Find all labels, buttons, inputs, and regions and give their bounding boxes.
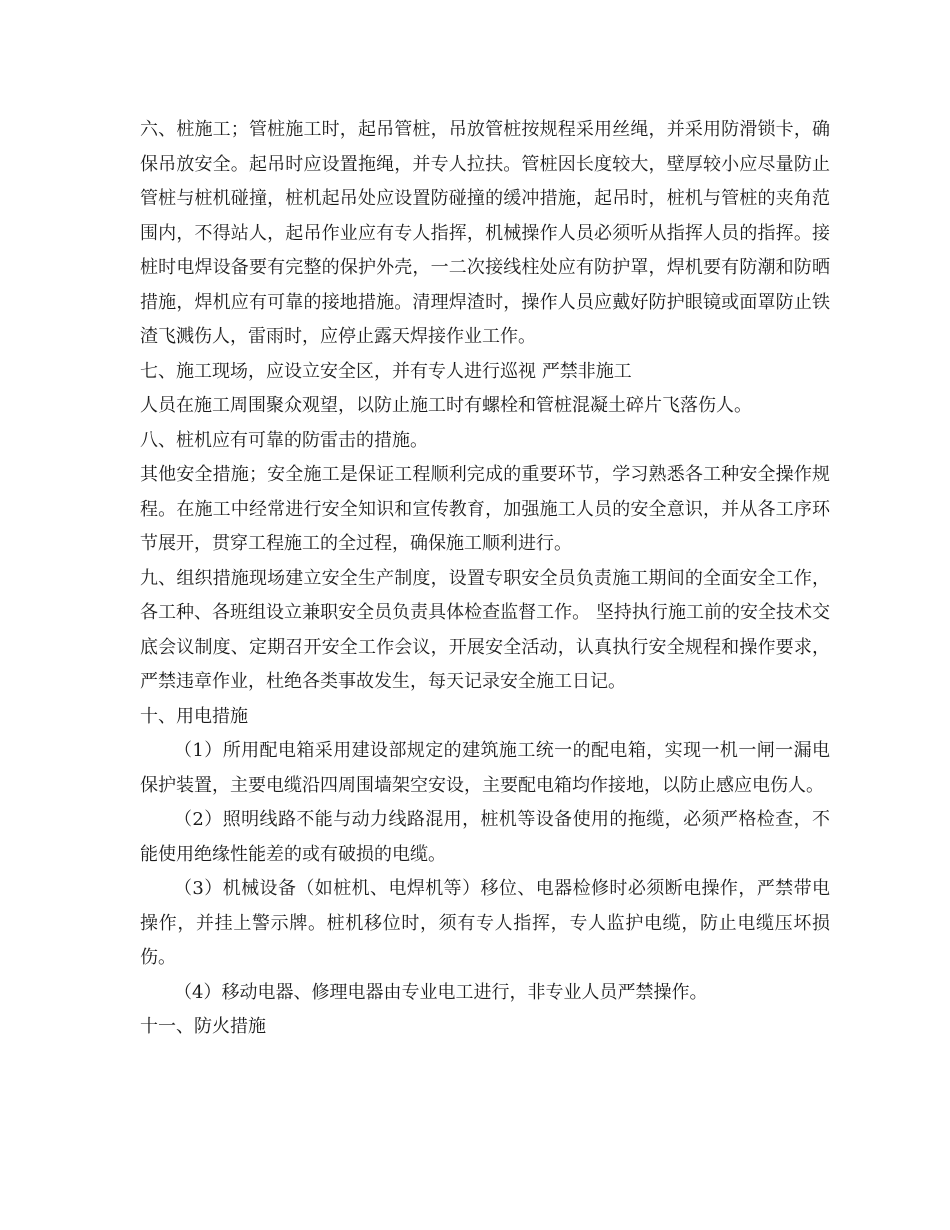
paragraph-lightning-protection: 八、桩机应有可靠的防雷击的措施。 — [140, 429, 428, 451]
heading-fire-prevention: 十一、防火措施 — [140, 1016, 266, 1037]
list-item-electrical-3: （3）机械设备（如桩机、电焊机等）移位、电器检修时必须断电操作，严禁带电操作，并挂上警示牌。桩机移位时，须有专人指挥，专人监护电缆，防止电缆压坏损伤。 — [140, 878, 830, 968]
paragraph-site-safety-zone: 七、施工现场，应设立安全区，并有专人进行巡视 严禁非施工 — [140, 360, 632, 382]
paragraph-organizational-measures: 九、组织措施现场建立安全生产制度，设置专职安全员负责施工期间的全面安全工作，各工种、各班组设立兼职安全员负责具体检查监督工作。 坚持执行施工前的安全技术交底会议制度、定期召开安全工作会议，开展安全活动，认真执行安全规程和操作要求，严禁违章作业，杜绝各类事故发生，每天记录安全施工日记。 — [140, 567, 830, 692]
list-item-electrical-2: （2）照明线路不能与动力线路混用，桩机等设备使用的拖缆，必须严格检查，不能使用绝缘性能差的或有破损的电缆。 — [140, 809, 830, 865]
list-item-electrical-1: （1）所用配电箱采用建设部规定的建筑施工统一的配电箱，实现一机一闸一漏电保护装置，主要电缆沿四周围墙架空安设，主要配电箱均作接地，以防止感应电伤人。 — [140, 740, 830, 796]
paragraph-pile-construction: 六、桩施工；管桩施工时，起吊管桩，吊放管桩按规程采用丝绳，并采用防滑锁卡，确保吊放安全。起吊时应设置拖绳，并专人拉扶。管桩因长度较大，壁厚较小应尽量防止管桩与桩机碰撞，桩机起吊处应设置防碰撞的缓冲措施，起吊时，桩机与管桩的夹角范围内，不得站人，起吊作业应有专人指挥，机械操作人员必须听从指挥人员的指挥。接桩时电焊设备要有完整的保护外壳，一二次接线柱处应有防护罩，焊机要有防潮和防晒措施，焊机应有可靠的接地措施。清理焊渣时，操作人员应戴好防护眼镜或面罩防止铁渣飞溅伤人，雷雨时，应停止露天焊接作业工作。 — [140, 119, 830, 347]
paragraph-site-safety-zone-continued: 人员在施工周围聚众观望，以防止施工时有螺栓和管桩混凝土碎片飞落伤人。 — [140, 395, 752, 416]
paragraph-other-safety-measures: 其他安全措施；安全施工是保证工程顺利完成的重要环节，学习熟悉各工种安全操作规程。在施工中经常进行安全知识和宣传教育，加强施工人员的安全意识，并从各工序环节展开，贯穿工程施工的全过程，确保施工顺利进行。 — [140, 464, 830, 554]
heading-electrical-measures: 十、用电措施 — [140, 705, 248, 727]
document-body — [140, 113, 830, 1045]
list-item-electrical-4: （4）移动电器、修理电器由专业电工进行，非专业人员严禁操作。 — [174, 981, 708, 1003]
